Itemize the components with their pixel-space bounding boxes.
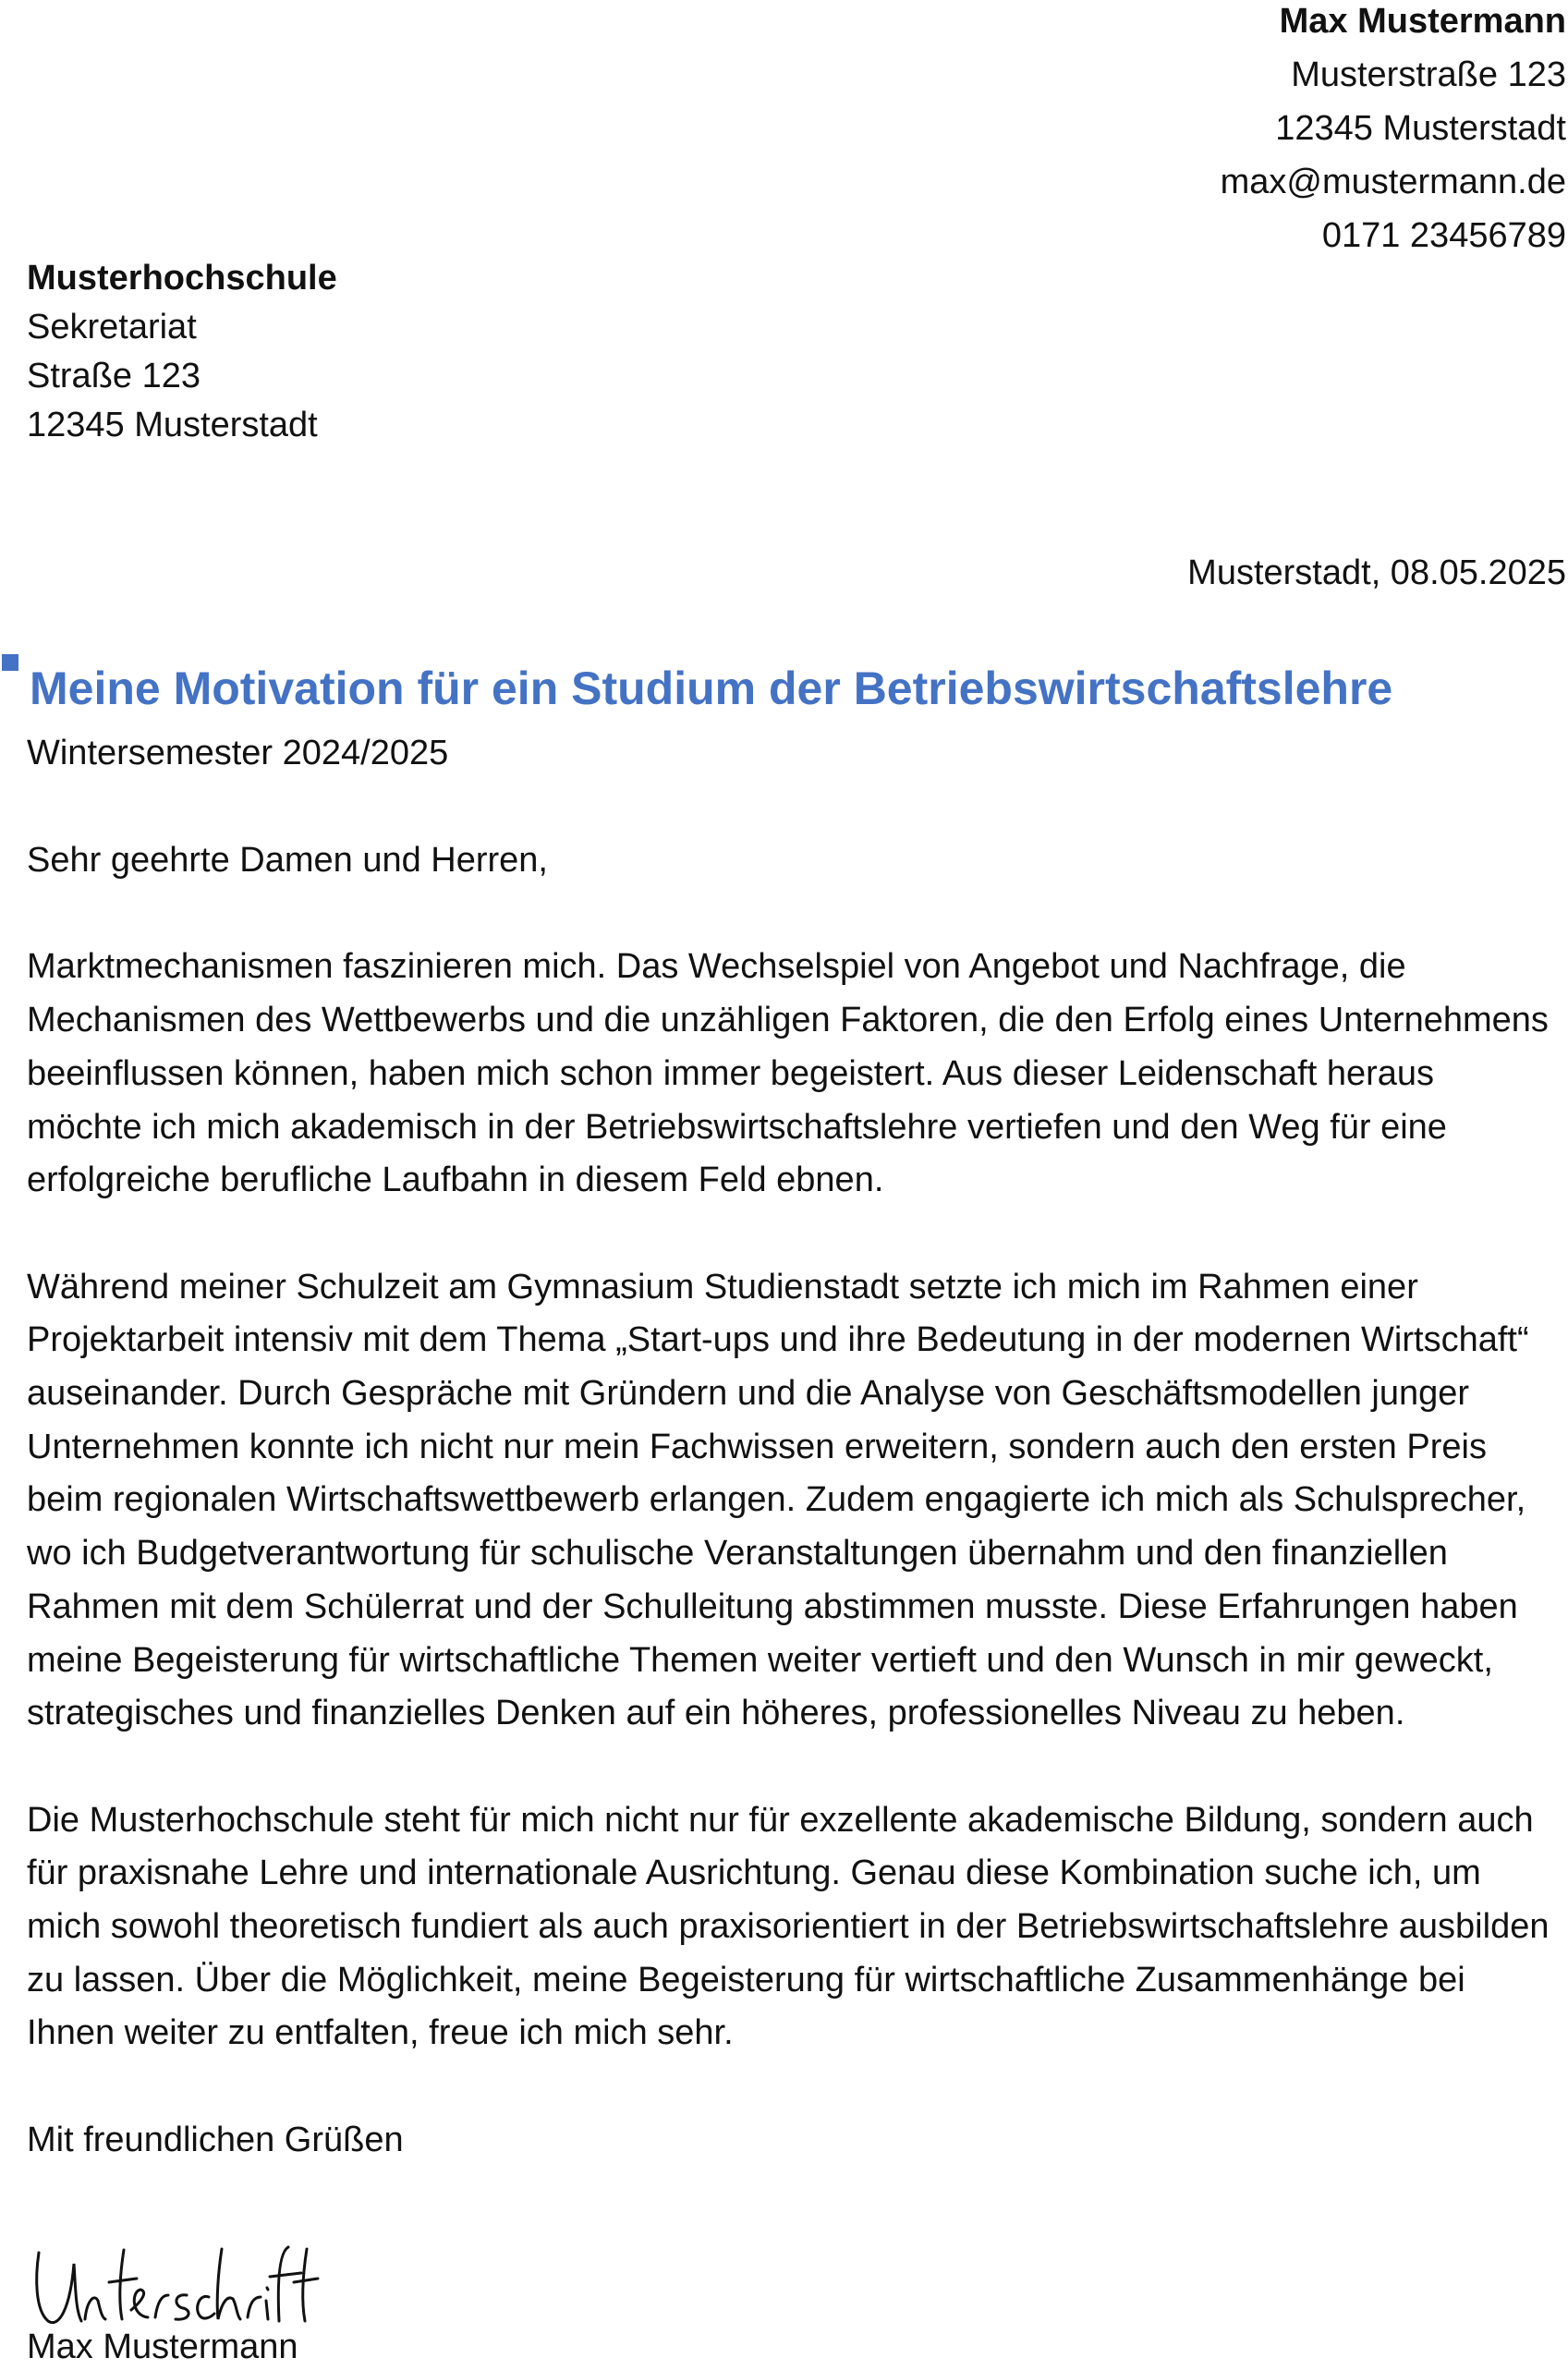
signature-image <box>28 2236 323 2338</box>
sender-name: Max Mustermann <box>1279 2 1566 41</box>
paragraph-2: Während meiner Schulzeit am Gymnasium Studienstadt setzte ich mich im Rahmen einer Projektarbeit intensiv mit dem Thema „Start-ups und ihre Bedeutung in der modernen Wirtschaft“ auseinander. Durch Gespräche mit Gründern und die Analyse von Geschäftsmodellen junger Unternehmen konnte ich nicht nur mein Fachwissen erweitern, sondern auch den ersten Preis beim regionalen Wirtschaftswettbewerb erlangen. Zudem engagierte ich mich als Schulsprecher, wo ich Budgetverantwortung für schulische Veranstaltungen übernahm und den finanziellen Rahmen mit dem Schülerrat und der Schulleitung abstimmen musste. Diese Erfahrungen haben meine Begeisterung für wirtschaftliche Themen weiter vertieft und den Wunsch in mir geweckt, strategisches und finanzielles Denken auf ein höheres, professionelles Niveau zu heben. <box>27 1267 1529 1733</box>
salutation: Sehr geehrte Damen und Herren, <box>27 841 548 880</box>
recipient-org: Musterhochschule <box>27 259 337 298</box>
closing: Mit freundlichen Grüßen <box>27 2120 404 2159</box>
paragraph-1: Marktmechanismen faszinieren mich. Das Wechselspiel von Angebot und Nachfrage, die Mechanismen des Wettbewerbs und die unzähligen Faktoren, die den Erfolg eines Unternehmens beeinflussen können, haben mich schon immer begeistert. Aus dieser Leidenschaft heraus möchte ich mich akademisch in der Betriebswirtschaftslehre vertiefen und den Weg für eine erfolgreiche berufliche Laufbahn in diesem Feld ebnen. <box>27 947 1549 1200</box>
letter-date: Musterstadt, 08.05.2025 <box>1187 553 1566 592</box>
signer-name: Max Mustermann <box>27 2327 298 2366</box>
recipient-street: Straße 123 <box>27 357 201 395</box>
sender-address <box>1221 0 1566 262</box>
recipient-city: 12345 Musterstadt <box>27 406 318 444</box>
title-marker <box>2 654 18 671</box>
recipient-department: Sekretariat <box>27 308 197 346</box>
letter-subtitle: Wintersemester 2024/2025 <box>27 734 449 772</box>
sender-city: 12345 Musterstadt <box>1275 109 1566 148</box>
sender-street: Musterstraße 123 <box>1291 55 1566 94</box>
sender-phone: 0171 23456789 <box>1321 216 1566 255</box>
paragraph-3: Die Musterhochschule steht für mich nicht nur für exzellente akademische Bildung, sondern auch für praxisnahe Lehre und internationale Ausrichtung. Genau diese Kombination suche ich, um mich sowohl theoretisch fundiert als auch praxisorientiert in der Betriebswirtschaftslehre ausbilden zu lassen. Über die Möglichkeit, meine Begeisterung für wirtschaftliche Zusammenhänge bei Ihnen weiter zu entfalten, freue ich mich sehr. <box>27 1800 1550 2053</box>
recipient-address <box>27 254 337 450</box>
sender-email: max@mustermann.de <box>1220 163 1566 201</box>
letter-title: Meine Motivation für ein Studium der Betriebswirtschaftslehre <box>30 662 1393 714</box>
letter-body <box>27 834 1551 2220</box>
